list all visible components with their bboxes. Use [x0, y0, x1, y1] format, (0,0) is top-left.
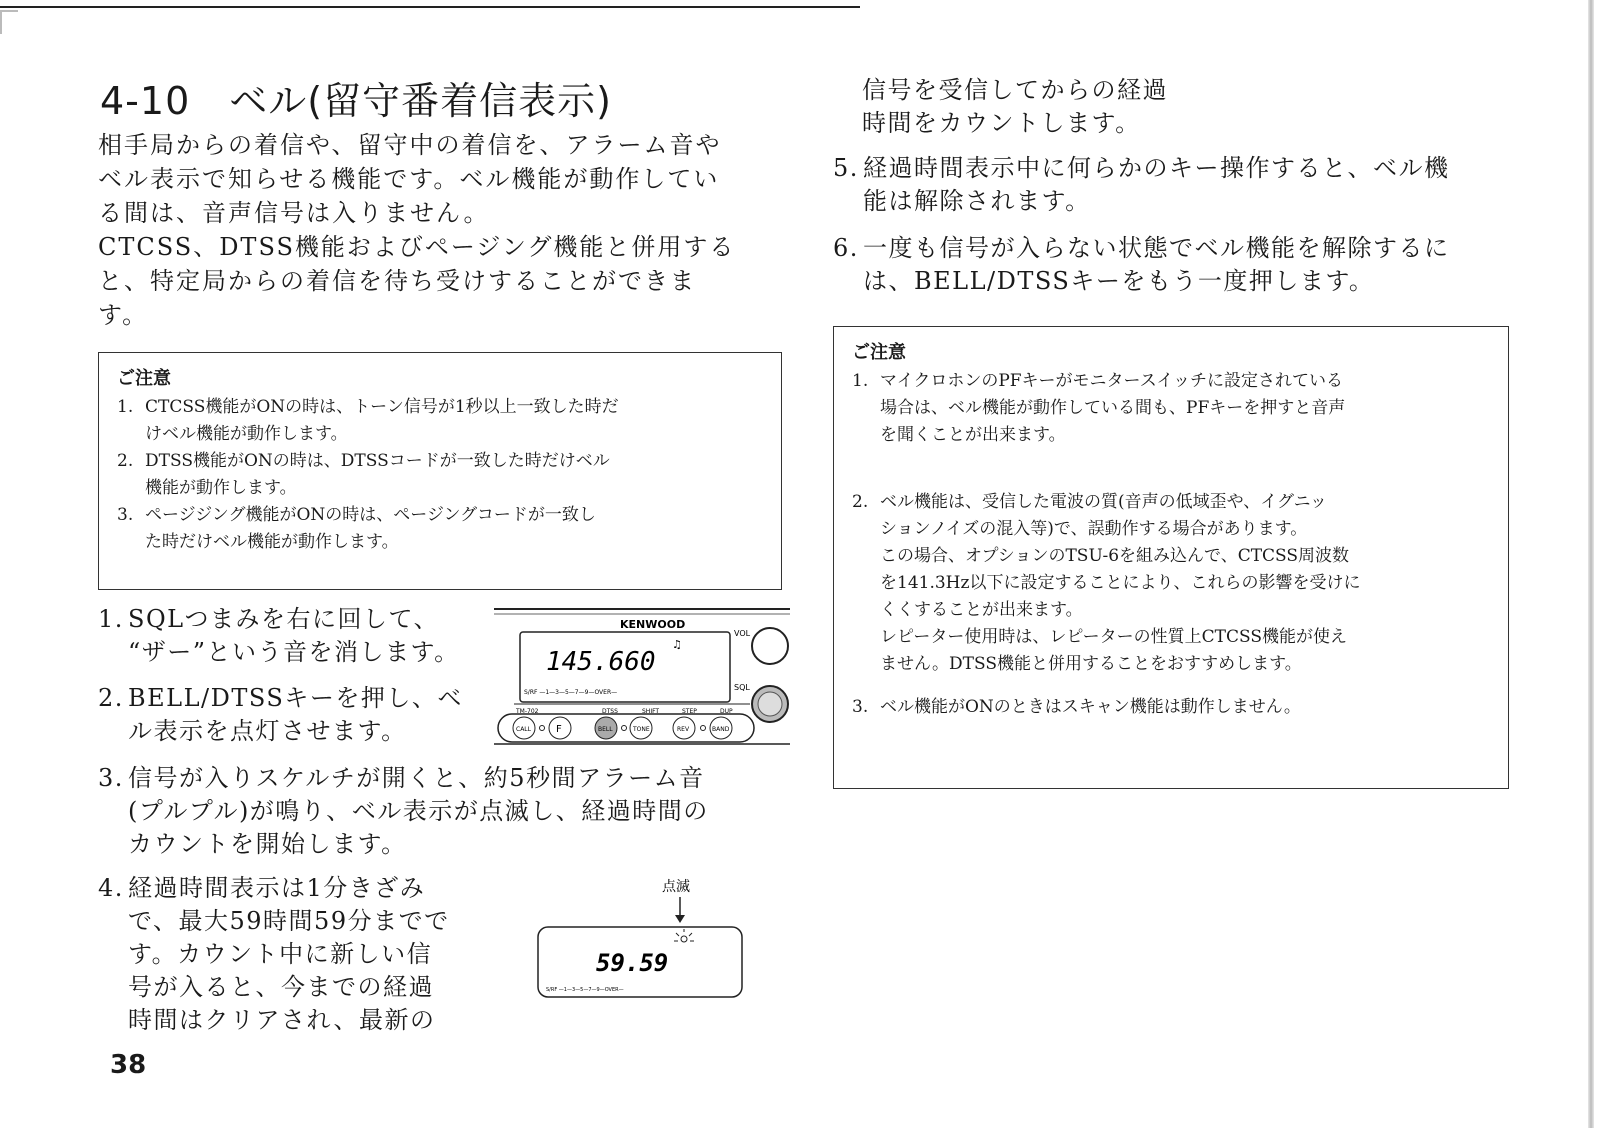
caution-item: [852, 368, 1490, 449]
caution-box-right: [833, 326, 1509, 789]
bell-indicator-icon: ♫: [672, 638, 682, 651]
step-line: “ザー”という音を消します。: [128, 638, 460, 666]
caution-heading: ご注意: [117, 368, 171, 389]
radio-meter-scale: S/RF —1—3—5—7—9—OVER—: [524, 689, 618, 696]
step-line: BELL/DTSSキーを押し、ベ: [128, 684, 463, 712]
intro-paragraph: [98, 128, 798, 332]
step-number: 6.: [833, 234, 859, 262]
step-line: 時間をカウントします。: [862, 109, 1141, 137]
step-line: 一度も信号が入らない状態でベル機能を解除するに: [863, 234, 1450, 262]
step-line: は、BELL/DTSSキーをもう一度押します。: [863, 267, 1375, 295]
step-2: [98, 682, 498, 748]
elapsed-time-display: 59.59: [596, 949, 669, 977]
blink-meter-scale: S/RF —1—3—5—7—9—OVER—: [546, 987, 624, 993]
call-button-label: CALL: [516, 726, 531, 733]
step-number: 5.: [833, 154, 859, 182]
step-6: [833, 232, 1523, 298]
blinking-bell-icon: [674, 929, 694, 942]
f-button-label: F: [556, 724, 562, 735]
caution-item-line: ベル機能がONのときはスキャン機能は動作しません。: [880, 697, 1301, 717]
caution-item: [117, 448, 763, 502]
rev-button[interactable]: [673, 717, 695, 739]
step-3: [98, 762, 798, 861]
step-line: ル表示を点灯させます。: [128, 717, 407, 745]
tone-button[interactable]: [630, 717, 652, 739]
page-edge-shadow: [1588, 0, 1594, 1128]
step-1: [98, 603, 498, 669]
radio-model: TM-702: [516, 708, 539, 715]
step-line: 信号を受信してからの経過: [862, 76, 1168, 104]
radio-illustration: [494, 606, 792, 746]
blink-display-figure: [536, 875, 746, 1003]
caution-item-line: くくすることが出来ます。: [880, 600, 1083, 620]
tone-button-label: TONE: [633, 726, 650, 733]
step-line: 号が入ると、今までの経過: [128, 973, 434, 1001]
step-line: 信号が入りスケルチが開くと、約5秒間アラーム音: [128, 764, 705, 792]
step-line: 能は解除されます。: [863, 187, 1091, 215]
elapsed-time-display-illustration: [536, 875, 746, 1003]
vol-label: VOL: [734, 629, 751, 638]
step-number: 4.: [98, 874, 124, 902]
caution-item: [117, 502, 763, 556]
band-button[interactable]: [710, 717, 732, 739]
step-5: [833, 152, 1523, 218]
call-button[interactable]: [513, 717, 535, 739]
step-number: 3.: [98, 764, 124, 792]
caution-item-line: この場合、オプションのTSU-6を組み込んで、CTCSS周波数: [880, 546, 1350, 566]
caution-list: [117, 394, 763, 556]
caution-item-number: 1.: [117, 397, 134, 417]
key-label-shift: SHIFT: [642, 708, 660, 715]
radio-frequency-display: 145.660: [546, 647, 656, 677]
caution-list: [852, 368, 1490, 721]
bell-button-label: BELL: [598, 726, 613, 733]
step-line: 経過時間表示は1分きざみ: [128, 874, 426, 902]
intro-line: る間は、音声信号は入りません。: [98, 199, 490, 227]
caution-item-line: ションノイズの混入等)で、誤動作する場合があります。: [880, 519, 1308, 539]
intro-line: す。: [98, 301, 149, 329]
step-line: 時間はクリアされ、最新の: [128, 1006, 436, 1034]
caution-item-number: 2.: [117, 451, 134, 471]
intro-line: 相手局からの着信や、留守中の着信を、アラーム音や: [98, 131, 722, 159]
top-rule: [0, 6, 860, 8]
caution-item-line: ページジング機能がONの時は、ページングコードが一致し: [145, 505, 596, 525]
caution-item-line: DTSS機能がONの時は、DTSSコードが一致した時だけベル: [145, 451, 610, 471]
caution-item-line: を聞くことが出来ます。: [880, 425, 1066, 445]
caution-item-number: 3.: [852, 697, 869, 717]
vol-knob[interactable]: [752, 628, 788, 664]
step-line: (プルプル)が鳴り、ベル表示が点滅し、経過時間の: [128, 797, 709, 825]
caution-item-number: 2.: [852, 492, 869, 512]
radio-brand: KENWOOD: [620, 618, 686, 631]
caution-item-line: 機能が動作します。: [145, 478, 297, 498]
step-4: [98, 872, 518, 1037]
band-button-label: BAND: [712, 726, 730, 733]
caution-item: [852, 694, 1490, 721]
intro-line: ベル表示で知らせる機能です。ベル機能が動作してい: [98, 165, 720, 193]
radio-front-panel-figure: [494, 606, 792, 746]
caution-item-line: 場合は、ベル機能が動作している間も、PFキーを押すと音声: [880, 398, 1346, 418]
caution-item: [117, 394, 763, 448]
step-line: す。カウント中に新しい信: [128, 940, 433, 968]
bell-button[interactable]: [595, 717, 617, 739]
caution-item-line: けベル機能が動作します。: [145, 424, 348, 444]
caution-item-line: CTCSS機能がONの時は、トーン信号が1秒以上一致した時だ: [145, 397, 619, 417]
key-label-dtss: DTSS: [602, 708, 618, 715]
caution-item-line: レピーター使用時は、レピーターの性質上CTCSS機能が使え: [880, 627, 1347, 647]
blink-label: 点滅: [662, 879, 690, 895]
step-number: 1.: [98, 605, 124, 633]
page-number: 38: [110, 1050, 147, 1080]
f-button[interactable]: [549, 717, 571, 739]
sql-label: SQL: [734, 683, 750, 692]
caution-item-number: 3.: [117, 505, 134, 525]
rev-button-label: REV: [677, 726, 690, 733]
caution-item-line: マイクロホンのPFキーがモニタースイッチに設定されている: [880, 371, 1344, 391]
caution-item-number: 1.: [852, 371, 869, 391]
step-4-continuation: [862, 74, 1502, 140]
caution-item-line: ません。DTSS機能と併用することをおすすめします。: [880, 654, 1302, 674]
corner-mark: [0, 10, 18, 34]
caution-item-line: た時だけベル機能が動作します。: [145, 532, 399, 552]
caution-item: [852, 489, 1490, 678]
step-number: 2.: [98, 684, 124, 712]
caution-box-left: [98, 352, 782, 590]
key-label-step: STEP: [682, 708, 697, 715]
step-line: 経過時間表示中に何らかのキー操作すると、ベル機: [863, 154, 1450, 182]
intro-line: CTCSS、DTSS機能およびページング機能と併用する: [98, 233, 736, 261]
caution-item-line: を141.3Hz以下に設定することにより、これらの影響を受けに: [880, 573, 1361, 593]
step-line: で、最大59時間59分までで: [128, 907, 450, 935]
step-line: カウントを開始します。: [128, 830, 407, 858]
step-line: SQLつまみを右に回して、: [128, 605, 440, 633]
caution-heading: ご注意: [852, 342, 906, 363]
section-title: 4-10 ベル(留守番着信表示): [100, 79, 612, 123]
caution-item-line: ベル機能は、受信した電波の質(音声の低域歪や、イグニッ: [880, 492, 1327, 512]
intro-line: と、特定局からの着信を待ち受けすることができま: [98, 267, 696, 295]
key-label-dup: DUP: [720, 708, 733, 715]
